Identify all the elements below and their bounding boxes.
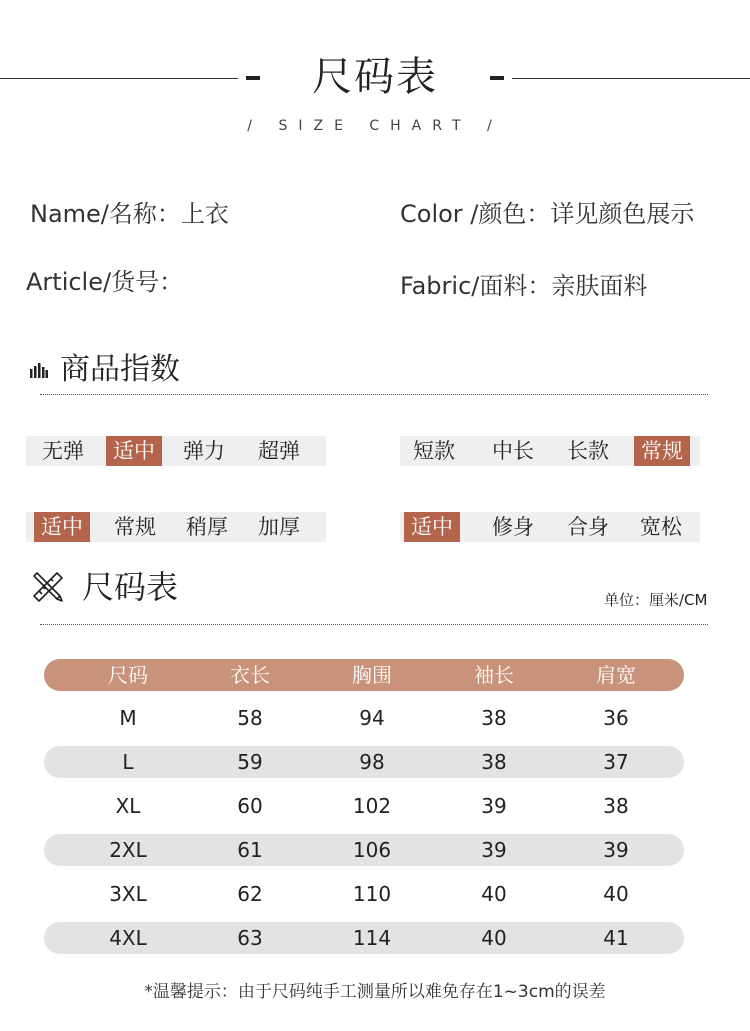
option-item: 超弹: [258, 439, 300, 463]
option-item: 弹力: [183, 439, 225, 463]
column-header: 衣长: [230, 663, 270, 687]
option-item: 短款: [413, 439, 455, 463]
index-section-title: 商品指数: [60, 352, 180, 387]
table-cell: 4XL: [109, 926, 147, 950]
option-item: 无弹: [42, 439, 84, 463]
table-cell: 62: [237, 882, 263, 906]
page-title: 尺码表: [312, 54, 438, 100]
table-cell: 94: [359, 706, 385, 730]
table-cell: L: [122, 750, 134, 774]
table-cell: 58: [237, 706, 263, 730]
table-cell: 3XL: [109, 882, 147, 906]
ruler-pencil-icon: [30, 569, 66, 605]
table-cell: M: [119, 706, 137, 730]
option-item: 加厚: [258, 515, 300, 539]
column-header: 尺码: [108, 663, 148, 687]
table-cell: 38: [481, 750, 507, 774]
option-item: 合身: [567, 515, 609, 539]
table-cell: 60: [237, 794, 263, 818]
product-color: Color /颜色：详见颜色展示: [400, 200, 695, 228]
table-cell: 102: [352, 794, 392, 818]
table-row: [44, 702, 684, 734]
table-cell: 39: [481, 794, 507, 818]
option-item: 常规: [114, 515, 156, 539]
table-cell: 39: [481, 838, 507, 862]
table-cell: 106: [352, 838, 392, 862]
table-row: [44, 922, 684, 954]
option-group-length: [400, 436, 700, 466]
table-cell: 38: [603, 794, 629, 818]
option-group-fit: [400, 512, 700, 542]
table-cell: 40: [481, 926, 507, 950]
table-cell: 61: [237, 838, 263, 862]
size-section-divider: [40, 624, 708, 625]
table-cell: 37: [603, 750, 629, 774]
product-name: Name/名称：上衣: [30, 200, 229, 228]
table-row: [44, 790, 684, 822]
table-cell: 38: [481, 706, 507, 730]
table-cell: 40: [481, 882, 507, 906]
table-cell: 41: [603, 926, 629, 950]
option-group-elasticity: [26, 436, 326, 466]
table-cell: 59: [237, 750, 263, 774]
column-header: 肩宽: [596, 663, 636, 687]
option-group-thickness: [26, 512, 326, 542]
index-section-divider: [40, 394, 708, 395]
size-table-header: [44, 659, 684, 691]
measurement-note: *温馨提示：由于尺码纯手工测量所以难免存在1~3cm的误差: [144, 982, 606, 1002]
product-article: Article/货号：: [26, 268, 184, 296]
column-header: 胸围: [352, 663, 392, 687]
unit-label: 单位：厘米/CM: [604, 591, 708, 609]
table-cell: 36: [603, 706, 629, 730]
product-fabric: Fabric/面料：亲肤面料: [400, 272, 648, 300]
table-cell: XL: [115, 794, 141, 818]
table-cell: 110: [352, 882, 392, 906]
option-item-selected: 适中: [106, 436, 162, 466]
option-item-selected: 适中: [34, 512, 90, 542]
table-cell: 2XL: [109, 838, 147, 862]
bar-chart-icon: [30, 362, 48, 378]
page-subtitle: / SIZE CHART /: [247, 118, 503, 134]
option-item: 长款: [567, 439, 609, 463]
table-cell: 63: [237, 926, 263, 950]
size-section-title: 尺码表: [82, 568, 179, 606]
option-item-selected: 常规: [634, 436, 690, 466]
table-cell: 40: [603, 882, 629, 906]
table-cell: 39: [603, 838, 629, 862]
table-row: [44, 746, 684, 778]
table-cell: 98: [359, 750, 385, 774]
option-item-selected: 适中: [404, 512, 460, 542]
option-item: 修身: [492, 515, 534, 539]
option-item: 中长: [492, 439, 534, 463]
table-row: [44, 834, 684, 866]
option-item: 稍厚: [186, 515, 228, 539]
table-row: [44, 878, 684, 910]
table-cell: 114: [352, 926, 392, 950]
option-item: 宽松: [640, 515, 682, 539]
column-header: 袖长: [474, 663, 514, 687]
